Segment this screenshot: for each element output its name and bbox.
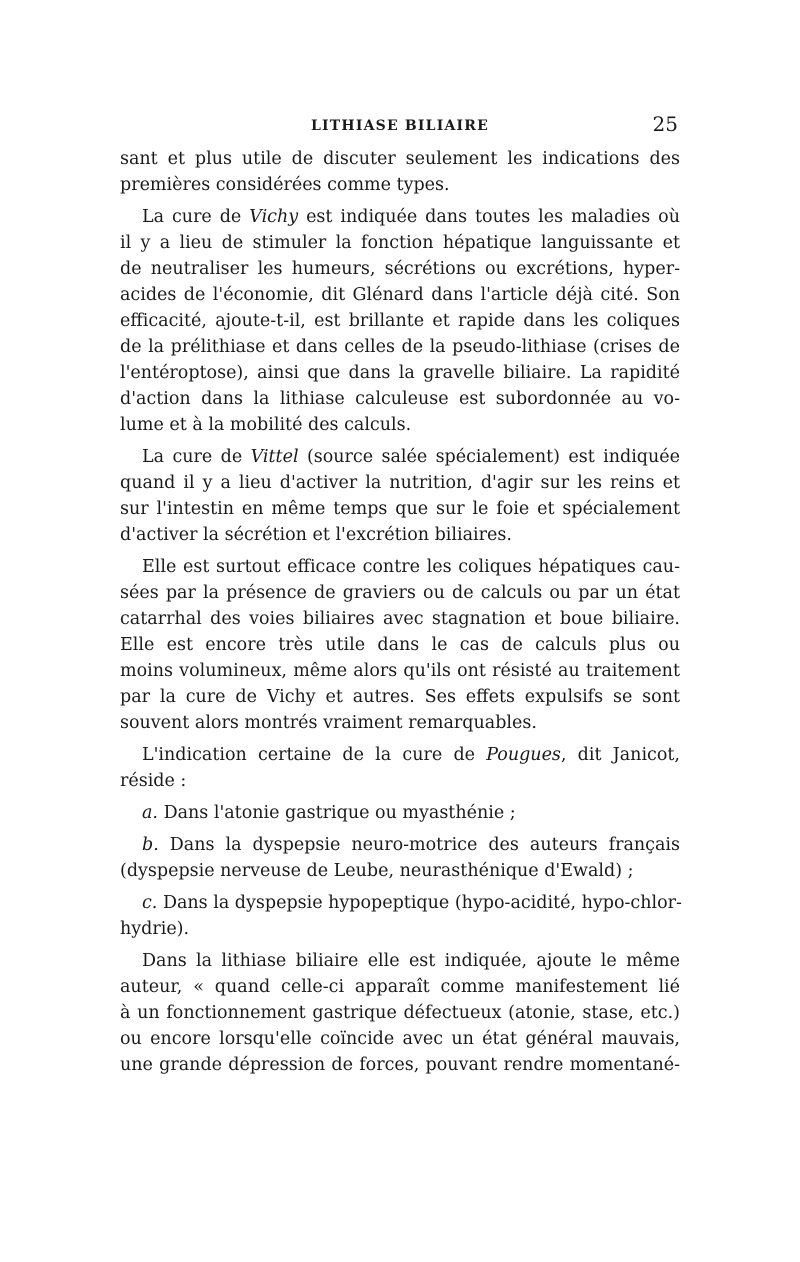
text-line: de neutraliser les humeurs, sécrétions ou excrétions, hyper- [120,259,680,279]
text-line: efficacité, ajoute-t-il, est brillante et rapide dans les coliques [120,311,680,331]
text-span: La cure de [142,207,250,227]
text-span: , dit Janicot, [560,745,680,765]
text-span: La cure de [142,447,251,467]
text-line: Elle est encore très utile dans le cas de calculs plus ou [120,635,680,655]
text-line: premières considérées comme types. [120,175,450,195]
text-line: quand il y a lieu d'activer la nutrition, d'agir sur les reins et [120,473,680,493]
italic-vittel: Vittel [250,447,299,467]
text-line: à un fonctionnement gastrique défectueux (atonie, stase, etc.) [120,1003,680,1023]
text-line: catarrhal des voies biliaires avec stagnation et boue biliaire. [120,609,680,629]
text-line: d'activer la sécrétion et l'excrétion biliaires. [120,525,512,545]
text-line: auteur, « quand celle-ci apparaît comme manifestement lié [120,977,680,997]
text-span: L'indication certaine de la cure de [142,745,487,765]
text-line: ou encore lorsqu'elle coïncide avec un état général mauvais, [120,1029,680,1049]
text-line: par la cure de Vichy et autres. Ses effets expulsifs se sont [120,687,680,707]
italic-vichy: Vichy [249,207,299,227]
text-line: d'action dans la lithiase calculeuse est subordonnée au vo- [120,389,680,409]
text-line: sur l'intestin en même temps que sur le foie et spécialement [120,499,680,519]
text-span: Dans l'atonie gastrique ou myasthénie ; [158,803,516,823]
text-line: réside : [120,771,187,791]
italic-pougues: Pougues [486,745,561,765]
text-span: est indiquée dans toutes les maladies où [298,207,680,227]
text-line: lume et à la mobilité des calculs. [120,415,412,435]
text-span: (source salée spécialement) est indiquée [298,447,680,467]
text-line: sant et plus utile de discuter seulement les indications des [120,149,680,169]
text-line: acides de l'économie, dit Glénard dans l'article déjà cité. Son [120,285,680,305]
page-number: 25 [652,112,678,136]
text-line: il y a lieu de stimuler la fonction hépatique languissante et [120,233,680,253]
paragraph-vichy [120,204,680,230]
text-line: moins volumineux, même alors qu'ils ont résisté au traitement [120,661,680,681]
list-item-a [120,800,680,826]
list-marker: b. [142,835,159,855]
text-line: sées par la présence de graviers ou de calculs ou par un état [120,583,680,603]
text-line: (dyspepsie nerveuse de Leube, neurasthénique d'Ewald) ; [120,861,634,881]
text-line: de la prélithiase et dans celles de la pseudo-lithiase (crises de [120,337,680,357]
page-header [120,112,680,142]
running-title: LITHIASE BILIAIRE [311,118,489,134]
text-span: Dans la dyspepsie hypopeptique (hypo-acidité, hypo-chlor- [157,893,682,913]
list-marker: c. [142,893,158,913]
text-line: Elle est surtout efficace contre les coliques hépatiques cau- [142,557,680,577]
text-line: Dans la lithiase biliaire elle est indiquée, ajoute le même [142,951,680,971]
text-line: l'entéroptose), ainsi que dans la gravelle biliaire. La rapidité [120,363,680,383]
text-line: une grande dépression de forces, pouvant rendre momentané- [120,1055,680,1075]
text-span: Dans la dyspepsie neuro-motrice des auteurs français [158,835,680,855]
paragraph-vittel [120,444,680,470]
list-marker: a. [142,803,158,823]
body-text [120,146,680,1078]
list-item-b [120,832,680,858]
paragraph-pougues [120,742,680,768]
list-item-c [120,890,680,916]
text-line: souvent alors montrés vraiment remarquables. [120,713,537,733]
text-line: hydrie). [120,919,190,939]
